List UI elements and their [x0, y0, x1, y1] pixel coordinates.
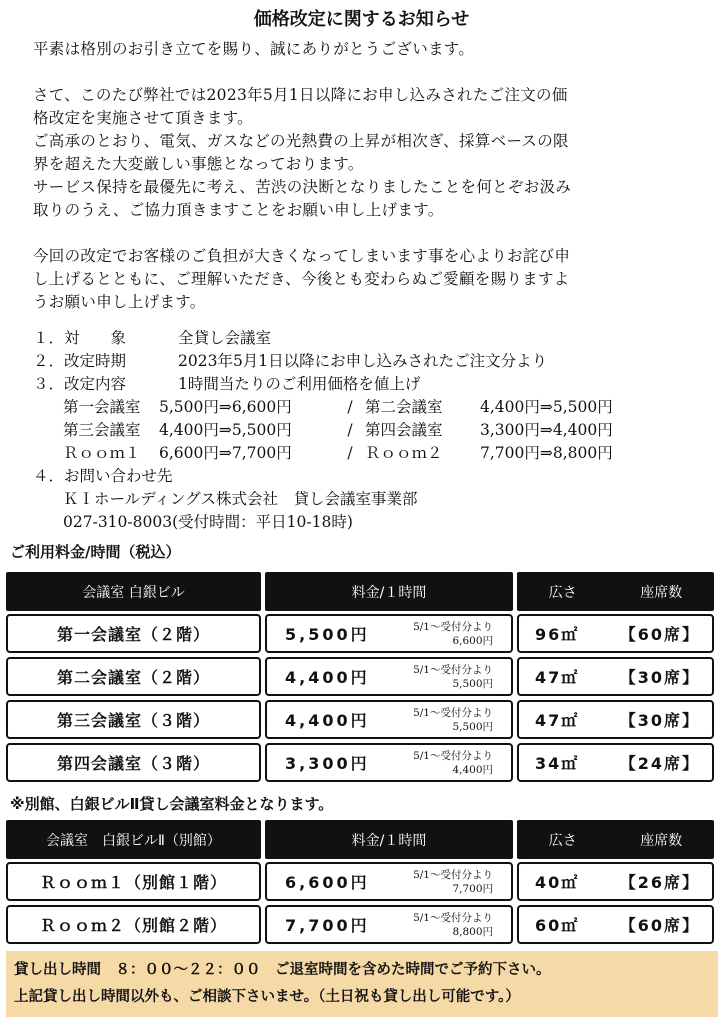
notice-label: ４．お問い合わせ先 — [33, 467, 173, 485]
header-price: 料金/１時間 — [265, 820, 513, 859]
price-cell — [265, 862, 513, 901]
note-line: 5/1～受付分より — [413, 911, 493, 924]
price-cell — [265, 614, 513, 653]
seats-value: 【30席】 — [619, 711, 700, 730]
separator: / — [347, 444, 353, 462]
area-value: 34㎡ — [535, 754, 580, 773]
notice-item-target — [33, 327, 698, 350]
room-cell: 第三会議室（３階） — [6, 700, 261, 739]
price-change: 4,400円⇒5,500円 — [480, 398, 613, 416]
price-value: 3,300円 — [285, 754, 370, 773]
note-line: 4,400円 — [452, 763, 493, 776]
table-row — [6, 743, 718, 782]
paragraph-apology — [33, 245, 698, 314]
company-name: ＫＩホールディングス株式会社 貸し会議室事業部 — [63, 490, 418, 508]
header-price: 料金/１時間 — [265, 572, 513, 611]
notice-value: 全貸し会議室 — [178, 329, 272, 347]
note-line: 8,800円 — [452, 925, 493, 938]
text-line: 今回の改定でお客様のご負担が大きくなってしまいます事を心よりお詫び申 — [33, 247, 571, 265]
notice-list — [33, 327, 698, 534]
price-cell — [265, 743, 513, 782]
note-line: 5,500円 — [452, 677, 493, 690]
price-change: 7,700円⇒8,800円 — [480, 444, 613, 462]
room-name: Ｒｏｏｍ１ — [63, 444, 141, 462]
rental-hours-footer — [6, 951, 718, 1017]
note-line: 5/1～受付分より — [413, 620, 493, 633]
price-value: 4,400円 — [285, 711, 370, 730]
price-note — [413, 868, 493, 896]
table-row — [6, 905, 718, 944]
price-change: 5,500円⇒6,600円 — [159, 398, 292, 416]
note-line: 5,500円 — [452, 720, 493, 733]
header-room: 会議室 白銀ビルⅡ（別館） — [6, 820, 261, 859]
text-line: ご高承のとおり、電気、ガスなどの光熱費の上昇が相次ぎ、採算ベースの限 — [33, 132, 569, 150]
area-seats-cell — [517, 862, 714, 901]
area-seats-cell — [517, 905, 714, 944]
room-name: Ｒｏｏｍ２ — [365, 444, 443, 462]
note-line: 5/1～受付分より — [413, 868, 493, 881]
notice-label: ２．改定時期 — [33, 352, 127, 370]
separator: / — [347, 398, 353, 416]
header-room: 会議室 白銀ビル — [6, 572, 261, 611]
table-row — [6, 862, 718, 901]
price-change-line — [33, 419, 698, 442]
pricing-title: ご利用料金/時間（税込） — [10, 543, 181, 561]
text-line: うお願い申し上げます。 — [33, 293, 206, 311]
price-note — [413, 620, 493, 648]
notice-label: ３．改定内容 — [33, 375, 127, 393]
area-value: 40㎡ — [535, 873, 580, 892]
header-seats: 座席数 — [640, 584, 683, 601]
notice-value: 2023年5月1日以降にお申し込みされたご注文分より — [178, 352, 548, 370]
note-line: 7,700円 — [452, 882, 493, 895]
header-area-seats — [517, 572, 714, 611]
price-cell — [265, 905, 513, 944]
notice-label: １．対 象 — [33, 329, 127, 347]
text-line: し上げるとともに、ご理解いただき、今後とも変わらぬご愛顧を賜りますよ — [33, 270, 570, 288]
seats-value: 【26席】 — [619, 873, 700, 892]
price-note — [413, 911, 493, 939]
note-line: 5/1～受付分より — [413, 663, 493, 676]
note-line: 5/1～受付分より — [413, 749, 493, 762]
room-name: 第二会議室 — [365, 398, 443, 416]
header-area-seats — [517, 820, 714, 859]
price-change: 4,400円⇒5,500円 — [159, 421, 292, 439]
seats-value: 【24席】 — [619, 754, 700, 773]
price-cell — [265, 657, 513, 696]
price-change-line — [33, 442, 698, 465]
price-change-line — [33, 396, 698, 419]
price-value: 7,700円 — [285, 916, 370, 935]
contact-phone: 027-310-8003(受付時間：平日10-18時) — [63, 513, 353, 531]
area-seats-cell — [517, 657, 714, 696]
room-cell: 第二会議室（２階） — [6, 657, 261, 696]
price-note — [413, 663, 493, 691]
room-name: 第三会議室 — [63, 421, 141, 439]
table-row — [6, 614, 718, 653]
notice-item-timing — [33, 350, 698, 373]
separator: / — [347, 421, 353, 439]
price-change: 6,600円⇒7,700円 — [159, 444, 292, 462]
notice-item-contact — [33, 465, 698, 488]
price-change: 3,300円⇒4,400円 — [480, 421, 613, 439]
footer-line: 貸し出し時間 ８：００～２２：００ ご退室時間を含めた時間でご予約下さい。 — [14, 962, 551, 978]
price-cell — [265, 700, 513, 739]
seats-value: 【30席】 — [619, 668, 700, 687]
table-row — [6, 657, 718, 696]
area-value: 96㎡ — [535, 625, 580, 644]
table-header — [6, 572, 718, 611]
notice-item-content — [33, 373, 698, 396]
area-seats-cell — [517, 743, 714, 782]
intro-text — [33, 38, 698, 314]
note-line: 6,600円 — [452, 634, 493, 647]
room-name: 第四会議室 — [365, 421, 443, 439]
annex-note: ※別館、白銀ビルⅡ貸し会議室料金となります。 — [10, 795, 334, 813]
price-note — [413, 706, 493, 734]
text-line: 平素は格別のお引き立てを賜り、誠にありがとうございます。 — [33, 40, 475, 58]
header-area: 広さ — [548, 832, 577, 849]
paragraph-greeting — [33, 38, 698, 61]
text-line: サービス保持を最優先に考え、苦渋の決断となりましたことを何とぞお汲み — [33, 178, 572, 196]
price-value: 6,600円 — [285, 873, 370, 892]
room-cell: Ｒｏｏｍ１（別館１階） — [6, 862, 261, 901]
page-title: 価格改定に関するお知らせ — [253, 9, 470, 30]
table-row — [6, 700, 718, 739]
note-line: 5/1～受付分より — [413, 706, 493, 719]
seats-value: 【60席】 — [619, 625, 700, 644]
price-value: 4,400円 — [285, 668, 370, 687]
table-header — [6, 820, 718, 859]
pricing-table-annex — [6, 820, 718, 948]
header-seats: 座席数 — [640, 832, 683, 849]
pricing-table-main — [6, 572, 718, 786]
room-cell: 第一会議室（２階） — [6, 614, 261, 653]
price-note — [413, 749, 493, 777]
text-line: 格改定を実施させて頂きます。 — [33, 109, 253, 127]
area-value: 60㎡ — [535, 916, 580, 935]
room-name: 第一会議室 — [63, 398, 141, 416]
seats-value: 【60席】 — [619, 916, 700, 935]
text-line: 界を超えた大変厳しい事態となっております。 — [33, 155, 364, 173]
area-seats-cell — [517, 614, 714, 653]
price-value: 5,500円 — [285, 625, 370, 644]
notice-value: 1時間当たりのご利用価格を値上げ — [178, 375, 421, 393]
room-cell: 第四会議室（３階） — [6, 743, 261, 782]
header-area: 広さ — [548, 584, 577, 601]
area-seats-cell — [517, 700, 714, 739]
room-cell: Ｒｏｏｍ２（別館２階） — [6, 905, 261, 944]
area-value: 47㎡ — [535, 711, 580, 730]
text-line: さて、このたび弊社では2023年5月1日以降にお申し込みされたご注文の価 — [33, 86, 568, 104]
area-value: 47㎡ — [535, 668, 580, 687]
paragraph-announcement — [33, 84, 698, 222]
footer-line: 上記貸し出し時間以外も、ご相談下さいませ。（土日祝も貸し出し可能です。） — [14, 989, 520, 1005]
text-line: 取りのうえ、ご協力頂きますことをお願い申し上げます。 — [33, 201, 444, 219]
